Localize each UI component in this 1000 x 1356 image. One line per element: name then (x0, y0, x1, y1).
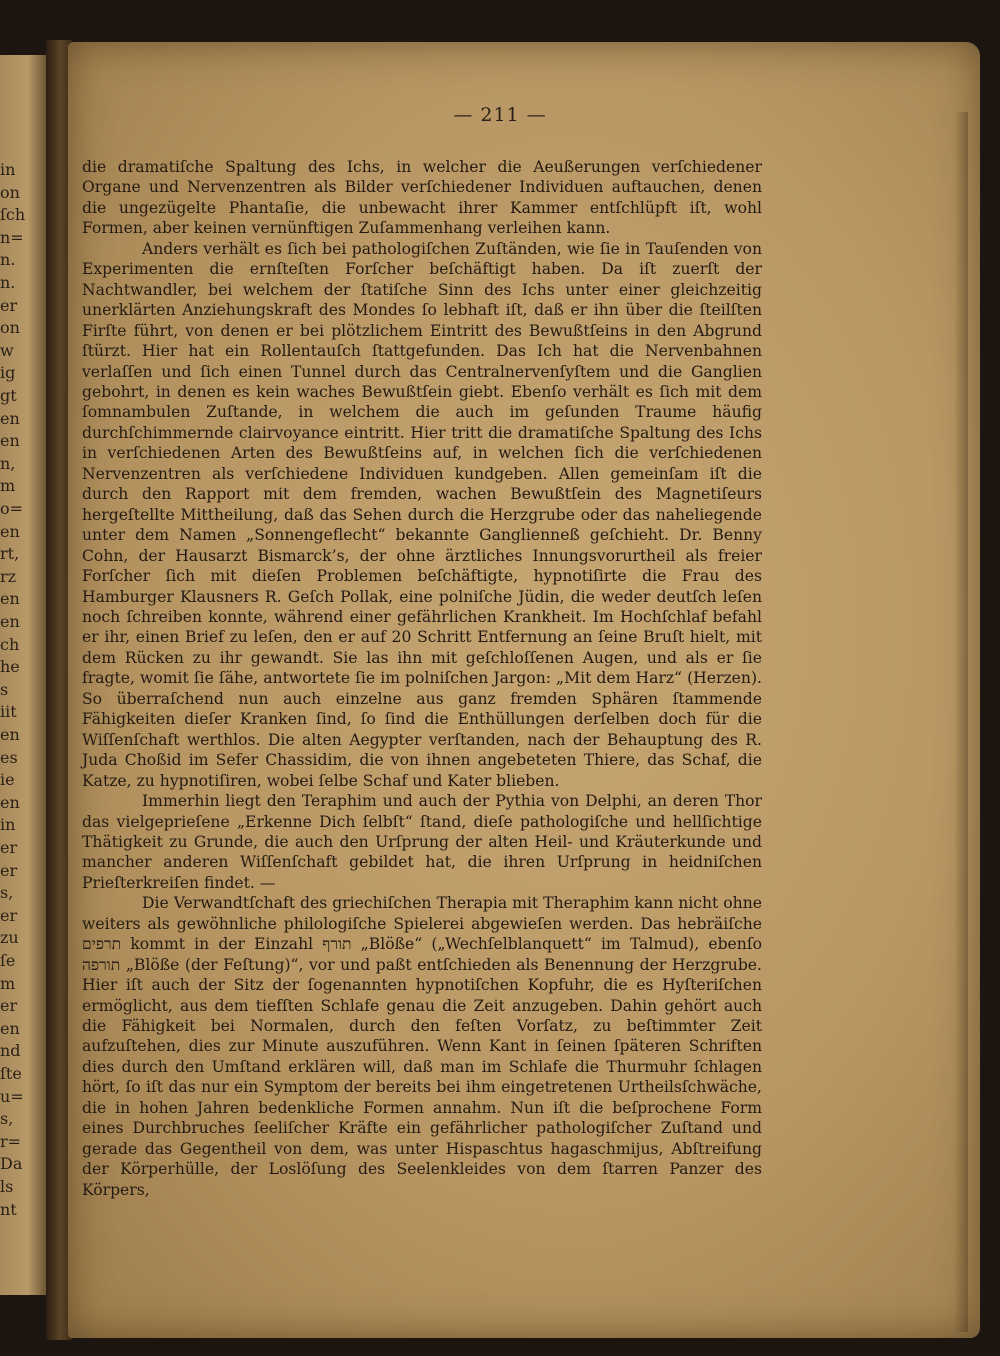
paragraph-4: Die Verwandtſchaft des griechiſchen Therapia mit Theraphim kann nicht ohne weiters als gewöhnliche philologiſche Spielerei abgewieſen werden. Das hebräiſche תרפים kommt in der Einzahl תורף „Blöße“ („Wechſelblanquett“ im Talmud), ebenſo תורפה „Blöße (der Feſtung)“, vor und paßt entſchieden als Benennung der Herzgrube. Hier iſt auch der Sitz der ſogenannten hypnotiſchen Kopfuhr, die es Hyſteriſchen ermöglicht, aus dem tiefſten Schlafe genau die Zeit anzugeben. Dahin gehört auch die Fähigkeit bei Normalen, durch den feſten Vorſatz, zu beſtimmter Zeit aufzuſtehen, dies zur Minute auszuführen. Wenn Kant in ſeinen ſpäteren Schriften dies durch den Umſtand erklären will, daß man im Schlafe die Thurmuhr ſchlagen hört, ſo iſt das nur ein Symptom der bereits bei ihm eingetretenen Urtheilsſchwäche, die in hohen Jahren bedenkliche Formen annahm. Nun iſt die beſprochene Form eines Durchbruches ſeeliſcher Kräfte ein gefährlicher pathologiſcher Zuſtand und gerade das Gegentheil von dem, was unter Hispaschtus hagaschmijus, Abſtreifung der Körperhülle, der Loslöſung des Seelenkleides von dem ſtarren Panzer des Körpers, (82, 894, 762, 1199)
left-page-fragment: er (0, 295, 18, 315)
left-page-fragment: ie (0, 770, 15, 790)
left-page-fragment: er (0, 838, 18, 857)
left-page-edge (0, 55, 46, 1295)
page-number: — 211 — (453, 104, 547, 126)
left-page-fragment: en (0, 792, 20, 812)
left-page-fragment: ig (0, 363, 16, 383)
left-page-fragment: Da (0, 1154, 23, 1174)
left-page-fragment: n= (0, 227, 24, 247)
left-page-fragment: er (0, 860, 18, 880)
left-page-fragment: gt (0, 386, 17, 405)
left-page-fragment: er (0, 905, 18, 925)
left-page-fragment: rt, (0, 544, 20, 564)
left-page-fragment: in (0, 160, 16, 179)
left-page-fragment: o= (0, 499, 24, 518)
left-page-fragment: en (0, 408, 20, 428)
left-page-fragment: s (0, 679, 9, 699)
left-page-fragment: n. (0, 273, 16, 292)
paragraph-3: Immerhin liegt den Teraphim und auch der Pythia von Delphi, an deren Thor das vielgeprieſene „Erkenne Dich ſelbſt“ ſtand, dieſe pathologiſche und hellſichtige Thätigkeit zu Grunde, die auch den Urſprung der alten Heil- und Kräuterkunde und mancher anderen Wiſſenſchaft gebildet hat, die ihren Urſprung in heidniſchen Prieſterkreiſen findet. — (82, 792, 762, 892)
left-page-fragment: n, (0, 453, 16, 473)
left-page-fragment: en (0, 521, 20, 541)
left-page-fragment: m (0, 476, 16, 496)
left-page-fragment: in (0, 815, 16, 835)
left-page-fragment: en (0, 431, 20, 451)
left-page-fragment: zu (0, 928, 19, 948)
left-page-fragment: n. (0, 250, 16, 270)
left-page-fragment: s, (0, 883, 14, 903)
left-page-fragment: w (0, 340, 14, 360)
left-page-fragment: on (0, 318, 20, 338)
page-shadow (954, 112, 968, 1332)
left-page-fragment: en (0, 589, 20, 609)
left-page-fragment: es (0, 747, 18, 767)
left-page-fragment: on (0, 182, 20, 202)
left-page-fragment: ſch (0, 205, 26, 225)
paragraph-1: die dramatiſche Spaltung des Ichs, in welcher die Aeußerungen verſchiedener Organe und Nervenzentren als Bilder verſchiedener Individuen auftauchen, denen die ungezügelte Phantaſie, die unbewacht ihrer Kammer entſchlüpft iſt, wohl Formen, aber keinen vernünftigen Zuſammenhang verleihen kann. (82, 158, 762, 238)
left-page-fragment: er (0, 996, 18, 1016)
left-page-fragment: en (0, 725, 20, 744)
left-page-fragment: u= (0, 1086, 24, 1106)
left-page-fragment: ch (0, 634, 20, 654)
left-page-fragment: he (0, 657, 20, 677)
paragraph-2: Anders verhält es ſich bei pathologiſchen Zuſtänden, wie ſie in Tauſenden von Experimenten die ernſteſten Forſcher beſchäftigt haben. Da iſt zuerſt der Nachtwandler, bei welchem der ſtatiſche Sinn des Ichs unter einer gleichzeitig unerklärten Anziehungskraft des Mondes ſo lebhaft iſt, daß er ihn über die ſteilſten Firſte führt, von denen er bei plötzlichem Eintritt des Bewußtſeins in den Abgrund ſtürzt. Hier hat ein Rollentauſch ſtattgefunden. Das Ich hat die Nervenbahnen verlaſſen und ſich einen Tunnel durch das Centralnervenſyſtem und die Ganglien gebohrt, in denen es kein waches Bewußtſein giebt. Ebenſo verhält es ſich mit dem ſomnambulen Zuſtande, in welchem die auch im geſunden Traume häufig durchſchimmernde clairvoyance eintritt. Hier tritt die dramatiſche Spaltung des Ichs in verſchiedenen Arten des Bewußtſeins auf, in welchen ſich die verſchiedenen Nervenzentren als verſchiedene Individuen kundgeben. Allen gemeinſam iſt die durch den Rapport mit dem fremden, wachen Bewußtſein des Magnetiſeurs hergeſtellte Mittheilung, daß das Sehen durch die Herzgrube oder das naheliegende unter dem Namen „Sonnengeflecht“ bekannte Ganglienneß geſchieht. Dr. Benny Cohn, der Hausarzt Bismarck’s, der ohne ärztliches Innungsvorurtheil als freier Forſcher ſich mit dieſen Problemen beſchäftigte, hypnotiſirte die Frau des Hamburger Klausners R. Geſch Pollak, eine polniſche Jüdin, die weder deutſch leſen noch ſchreiben konnte, während einer gefährlichen Krankheit. Im Hochſchlaf befahl er ihr, einen Brief zu leſen, den er auf 20 Schritt Entfernung an ſeine Bruſt hielt, mit dem Rücken zu ihr gewandt. Sie las ihn mit geſchloſſenen Augen, und als er ſie fragte, womit ſie ſähe, antwortete ſie im polniſchen Jargon: „Mit dem Harz“ (Herzen). So überraſchend nun auch einzelne aus ganz fremden Sphären ſtammende Fähigkeiten dieſer Kranken ſind, ſo ſind die Enthüllungen derſelben doch für die Wiſſenſchaft werthlos. Die alten Aegypter verſtanden, nach der Behauptung des R. Juda Choßid im Sefer Chassidim, die von ihnen angebeteten Thiere, das Schaf, die Katze, zu hypnotiſiren, wobei ſelbe Schaf und Kater blieben. (82, 239, 762, 790)
left-page-fragment: nt (0, 1199, 17, 1219)
left-page-fragment: nd (0, 1041, 21, 1061)
left-page-fragment: s, (0, 1109, 14, 1129)
left-page-fragment: r= (0, 1131, 22, 1151)
page-body (82, 157, 762, 1200)
left-page-fragment: rz (0, 566, 17, 586)
left-page-fragment: ſte (0, 1064, 22, 1083)
left-page-fragment: en (0, 1018, 20, 1038)
left-page-fragment: ſe (0, 951, 16, 970)
left-page-fragment: en (0, 612, 20, 631)
left-page-fragment: iit (0, 702, 17, 722)
left-page-fragment: m (0, 973, 16, 993)
left-page-fragment: ls (0, 1177, 14, 1196)
